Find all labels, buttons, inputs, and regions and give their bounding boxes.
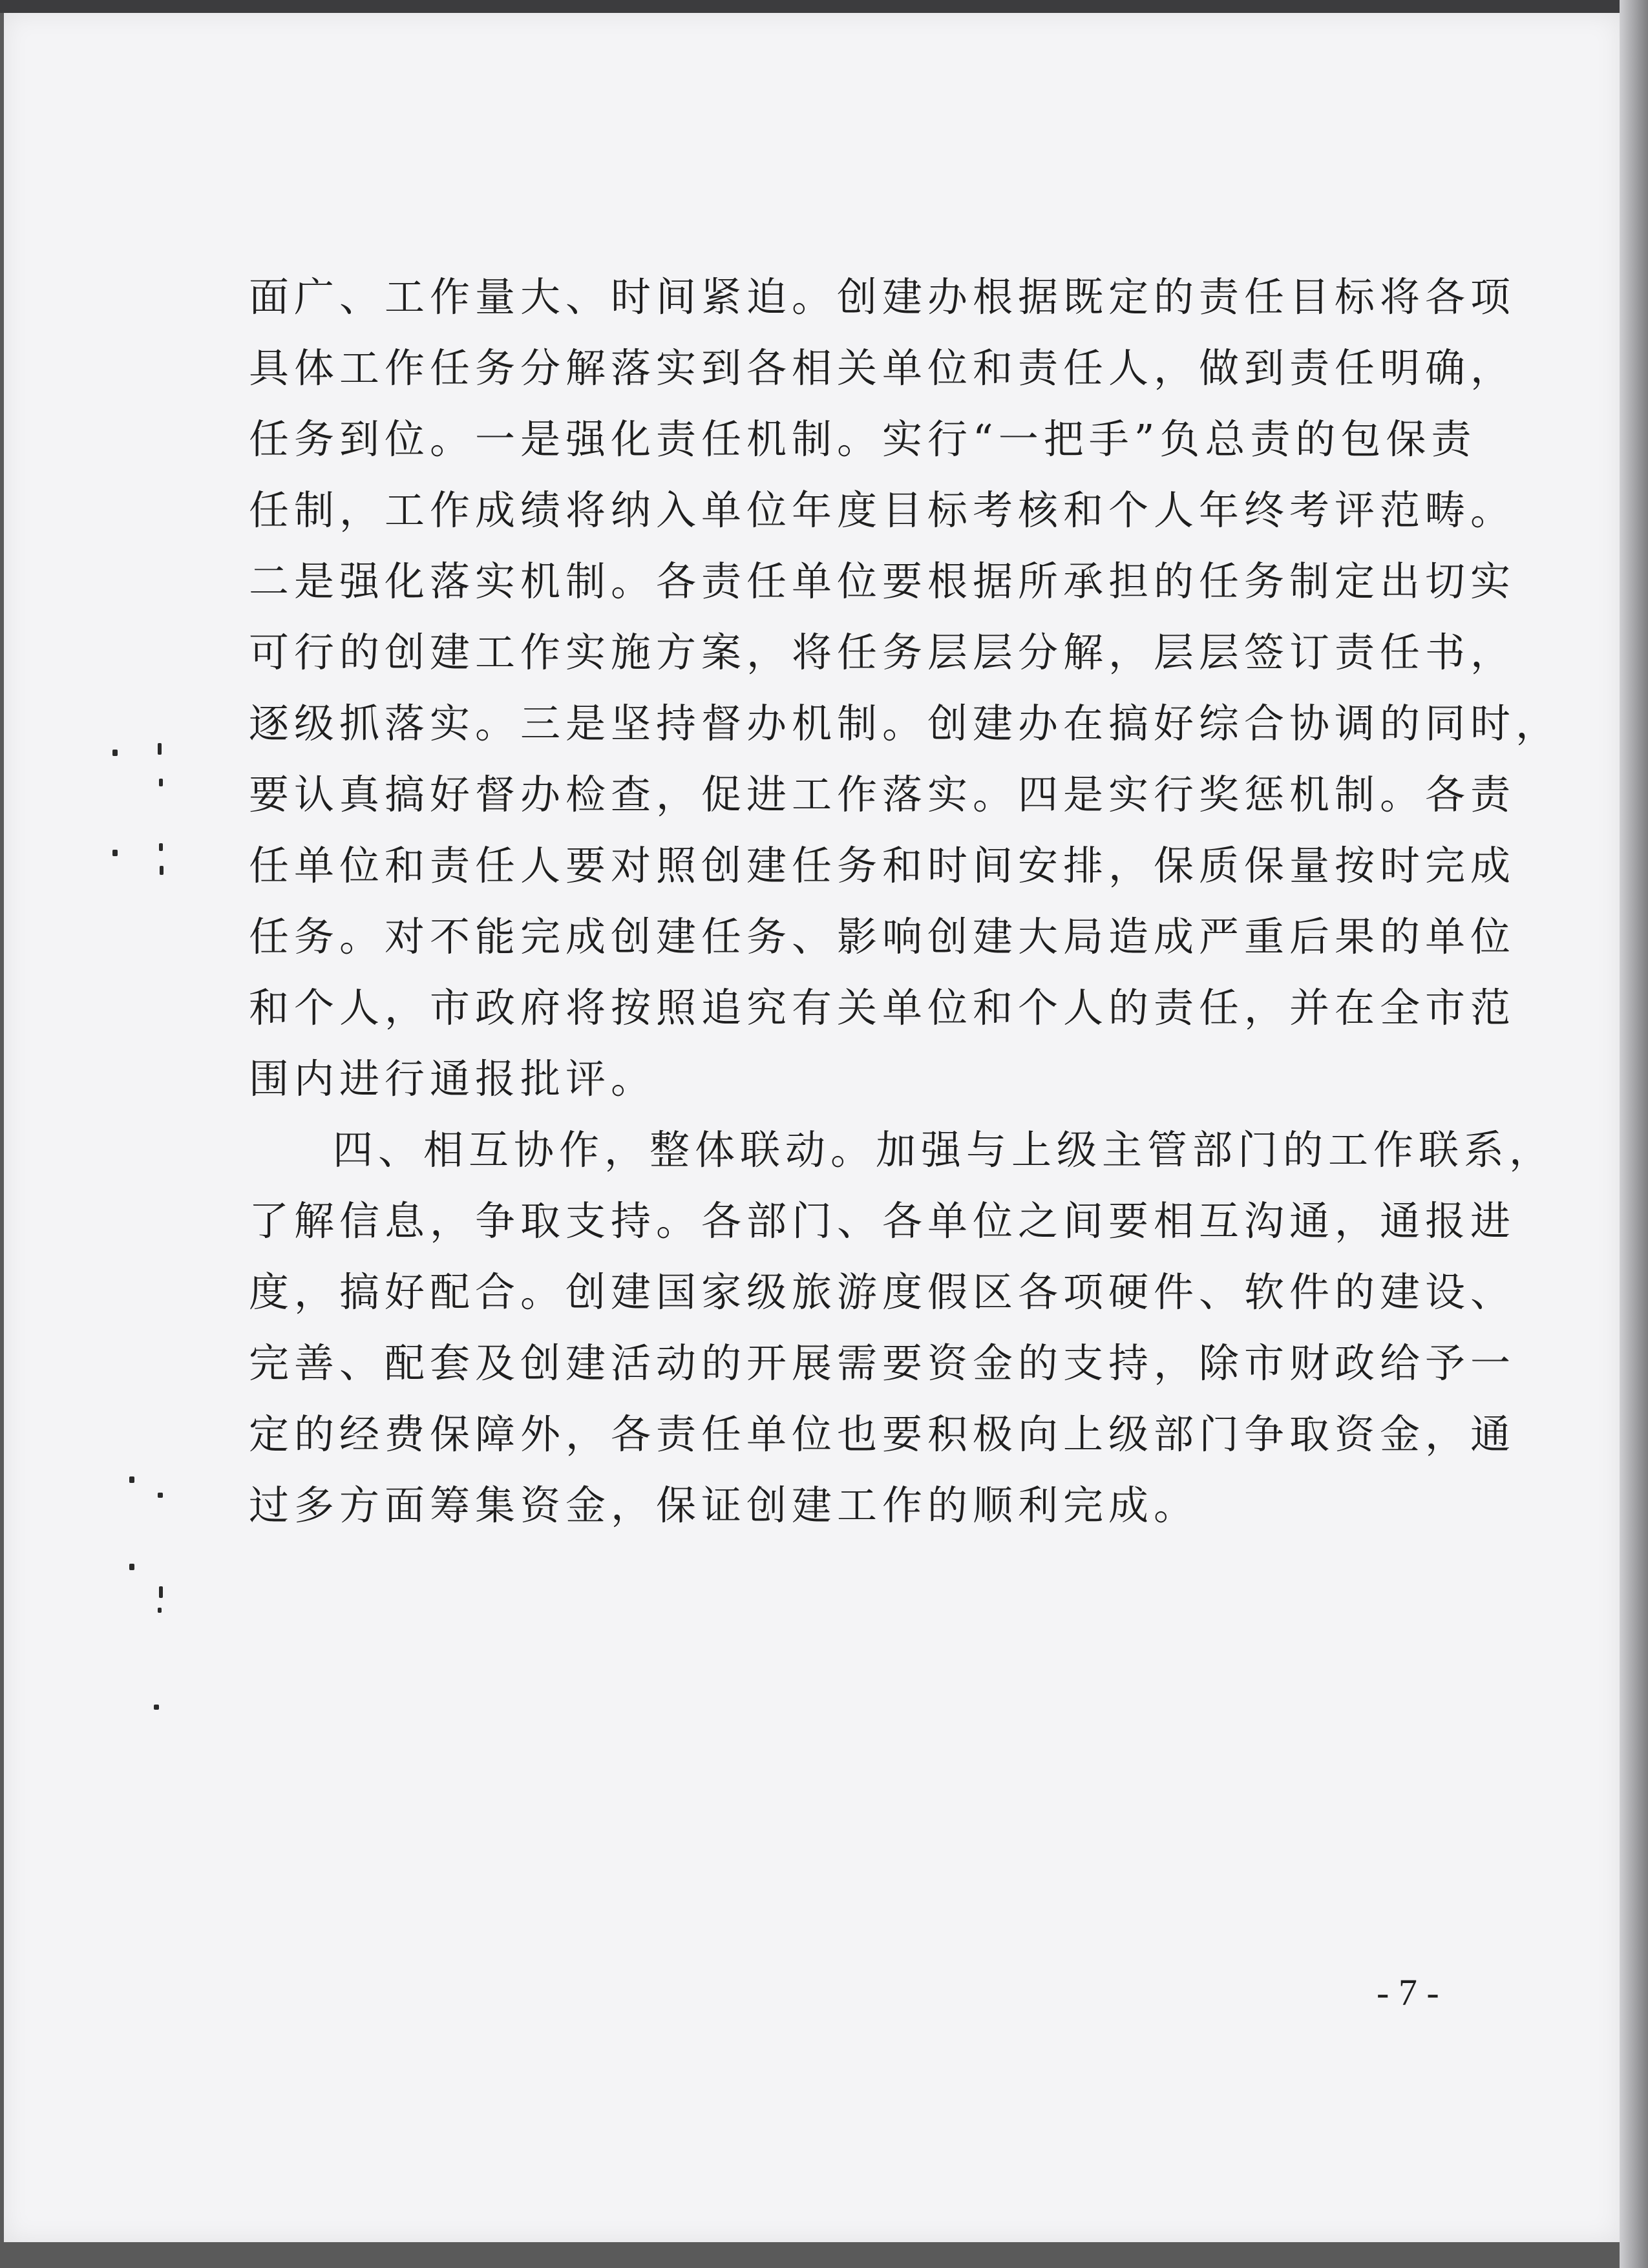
binding-hole-mark (159, 779, 163, 786)
binding-hole-mark (158, 1493, 163, 1498)
body-text-line: 完善、配套及创建活动的开展需要资金的支持，除市财政给予一 (249, 1339, 1516, 1387)
binding-hole-mark (112, 850, 118, 856)
body-text-line: 任务到位。一是强化责任机制。实行“一把手”负总责的包保责 (249, 415, 1477, 463)
body-text-line: 具体工作任务分解落实到各相关单位和责任人，做到责任明确， (249, 344, 1516, 392)
body-text-line: 逐级抓落实。三是坚持督办机制。创建办在搞好综合协调的同时， (249, 700, 1561, 747)
body-text-line: 要认真搞好督办检查，促进工作落实。四是实行奖惩机制。各责 (249, 771, 1516, 818)
body-text-line: 二是强化落实机制。各责任单位要根据所承担的任务制定出切实 (249, 558, 1516, 605)
binding-hole-mark (112, 750, 118, 756)
binding-hole-mark (129, 1476, 134, 1483)
binding-hole-mark (154, 1705, 159, 1710)
scan-border-top (0, 0, 1648, 13)
binding-hole-mark (158, 743, 162, 755)
body-text-line: 度，搞好配合。创建国家级旅游度假区各项硬件、软件的建设、 (249, 1268, 1516, 1316)
body-text-line: 可行的创建工作实施方案，将任务层层分解，层层签订责任书， (249, 629, 1516, 676)
scan-border-right (1620, 0, 1648, 2268)
body-text-line: 任制，工作成绩将纳入单位年度目标考核和个人年终考评范畴。 (249, 487, 1516, 534)
binding-hole-mark (159, 1586, 163, 1598)
binding-hole-mark (158, 1608, 162, 1613)
body-text-line: 和个人，市政府将按照追究有关单位和个人的责任，并在全市范 (249, 984, 1516, 1031)
binding-hole-mark (159, 843, 163, 851)
body-text-line: 了解信息，争取支持。各部门、各单位之间要相互沟通，通报进 (249, 1197, 1516, 1244)
body-text-line: 任务。对不能完成创建任务、影响创建大局造成严重后果的单位 (249, 913, 1516, 960)
body-text-line: 过多方面筹集资金，保证创建工作的顺利完成。 (249, 1482, 1199, 1529)
body-text-line: 围内进行通报批评。 (249, 1055, 657, 1102)
body-text-line: 任单位和责任人要对照创建任务和时间安排，保质保量按时完成 (249, 842, 1516, 889)
body-text-line: 定的经费保障外，各责任单位也要积极向上级部门争取资金，通 (249, 1411, 1516, 1458)
page-number: - 7 - (1377, 1971, 1439, 2013)
binding-hole-mark (160, 866, 164, 875)
section-heading-line: 四、相互协作，整体联动。加强与上级主管部门的工作联系， (333, 1126, 1555, 1173)
body-text-line: 面广、工作量大、时间紧迫。创建办根据既定的责任目标将各项 (249, 273, 1516, 320)
binding-hole-mark (129, 1564, 134, 1570)
